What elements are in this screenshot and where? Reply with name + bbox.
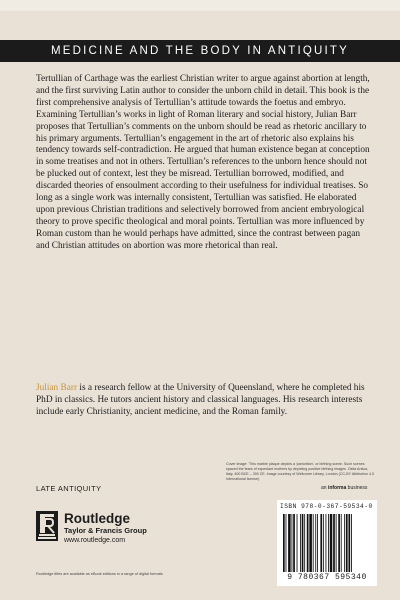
- author-name: Julian Barr: [36, 383, 78, 393]
- author-bio: [36, 383, 371, 419]
- informa-tagline: [321, 485, 367, 491]
- series-title: MEDICINE AND THE BODY IN ANTIQUITY: [50, 45, 350, 57]
- barcode-digits: 9 780367 595340: [287, 573, 367, 582]
- author-bio-text: is a research fellow at the University of Queensland, where he completed his PhD in classics. He tutors ancient history and classical languages. His research interests include early Christianity, ancient medicine, and the Roman family.: [36, 383, 365, 417]
- publisher-block: [36, 511, 147, 545]
- informa-prefix: an: [321, 485, 328, 491]
- barcode-icon: [283, 514, 371, 572]
- top-strip: [0, 0, 400, 11]
- ebook-note: Routledge titles are available as eBook editions in a range of digital formats: [36, 572, 163, 576]
- publisher-name: Routledge: [64, 511, 130, 526]
- series-band: [0, 40, 400, 62]
- publisher-group: Taylor & Francis Group: [64, 526, 147, 535]
- publisher-url: www.routledge.com: [64, 537, 126, 544]
- blurb-paragraph: Tertullian of Carthage was the earliest Christian writer to argue against abortion at length, and the first surviving Latin author to consider the unborn child in detail. This book is the first comprehensive analysis of Tertullian’s attitude towards the foetus and embryo. Examining Tertullian’s works in light of Roman literary and social history, Julian Barr proposes that Tertullian’s comments on the unborn should be read as rhetoric ancillary to his primary arguments. Tertullian’s engagement in the art of rhetoric also explains his tendency towards self-contradiction. He argued that human existence began at conception in some treatises and not in others. Tertullian’s references to the unborn hence should not be plucked out of context, lest they be misread. Tertullian borrowed, modified, and discarded theories of ensoulment according to their usefulness for individual treatises. So long as a single work was internally consistent, Tertullian was satisfied. He elaborated upon previous Christian traditions and selectively borrowed from ancient embryological theory to prove specific theological and moral points. Tertullian was more influenced by Roman custom than he would perhaps have admitted, since the contrast between pagan and Christian attitudes on abortion was more rhetorical than real.: [36, 74, 370, 251]
- isbn-text: ISBN 978-0-367-59534-0: [280, 503, 373, 510]
- informa-suffix: business: [346, 485, 368, 491]
- informa-brand: informa: [327, 485, 347, 491]
- isbn-barcode: [277, 500, 377, 586]
- subject-category: LATE ANTIQUITY: [36, 484, 102, 493]
- routledge-logo-icon: [36, 511, 58, 541]
- cover-image-credit: Cover image: 'This marble plaque depicts a 'parturition', or birthing scene. Such scenes spaced the fears of expectant mothers by depicting positive birthing images. Ostia Antica, Italy, 400 BCE – 300 CE. Image courtesy of Wellcome Library, London (CC-BY Attribution 4.0 International license).: [226, 462, 374, 481]
